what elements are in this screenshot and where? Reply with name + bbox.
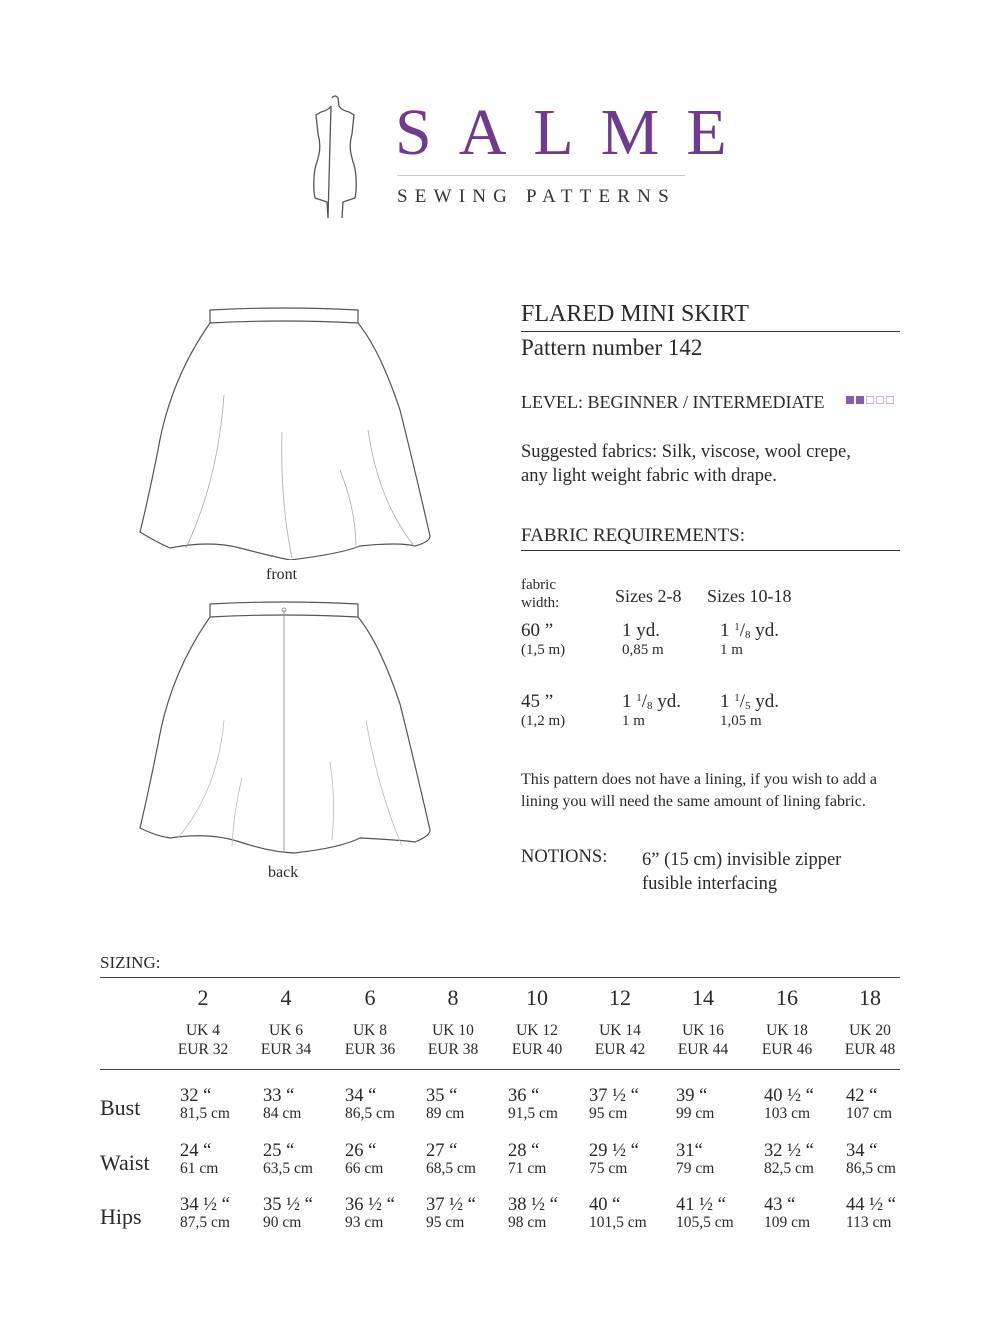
measurement-cm: 107 cm: [846, 1105, 893, 1122]
sizing-top-divider: [100, 977, 900, 978]
back-view-label: back: [268, 864, 299, 881]
measurement-inches: 40 “: [589, 1195, 621, 1215]
size-us-2: 6: [364, 985, 376, 1010]
lining-note: [521, 769, 921, 813]
title-divider: [521, 331, 900, 332]
fabric-requirements-heading: FABRIC REQUIREMENTS:: [521, 525, 745, 546]
measurement-inches: 37 ½ “: [426, 1195, 476, 1215]
measurement-cm: 71 cm: [508, 1160, 547, 1177]
level-square-filled: [846, 396, 854, 404]
size-us-3: 8: [447, 985, 459, 1010]
measurement-cm: 99 cm: [676, 1105, 715, 1122]
size-eur: EUR 48: [844, 1041, 896, 1058]
sizing-heading: SIZING:: [100, 953, 161, 972]
fraction-denominator: 5: [745, 700, 751, 712]
measurement-inches: 33 “: [263, 1086, 295, 1106]
measurement-inches: 38 ½ “: [508, 1195, 558, 1215]
measurement-cm: 95 cm: [589, 1105, 628, 1122]
column-sizes-10-18: Sizes 10-18: [707, 586, 792, 606]
fabric-width-label-line: width:: [521, 595, 560, 611]
yardage-unit: yd.: [755, 620, 780, 641]
notion-item: fusible interfacing: [642, 874, 778, 894]
notion-item: 6” (15 cm) invisible zipper: [642, 850, 842, 870]
brand-tagline: SEWING PATTERNS: [397, 186, 676, 207]
measurement-cm: 93 cm: [345, 1214, 384, 1231]
level-square-empty: [886, 396, 894, 404]
suggested-fabrics-line: any light weight fabric with drape.: [521, 466, 777, 486]
difficulty-level: LEVEL: BEGINNER / INTERMEDIATE: [521, 392, 825, 412]
measurement-cm: 101,5 cm: [589, 1214, 647, 1231]
level-square-filled: [856, 396, 864, 404]
measurement-cm: 63,5 cm: [263, 1160, 313, 1177]
fraction-numerator: 1: [636, 692, 642, 704]
size-us-0: 2: [197, 985, 209, 1010]
measurement-inches: 42 “: [846, 1086, 878, 1106]
measurement-cm: 81,5 cm: [180, 1105, 230, 1122]
size-uk: UK 8: [352, 1022, 387, 1039]
yardage-45-small: 1 $^1/_8$ yd.: [622, 691, 682, 712]
size-uk: UK 6: [268, 1022, 303, 1039]
suggested-fabrics: [521, 440, 901, 488]
size-us-6: 14: [692, 985, 714, 1010]
measurement-label: Waist: [100, 1150, 150, 1175]
skirt-front-illustration: [130, 300, 440, 560]
measurement-cm: 66 cm: [345, 1160, 384, 1177]
fabric-width-45: 45 ”: [521, 691, 554, 712]
fabric-width-60: 60 ”: [521, 620, 554, 641]
measurement-cm: 98 cm: [508, 1214, 547, 1231]
size-eur: EUR 44: [677, 1041, 729, 1058]
size-conversion: [163, 1021, 243, 1059]
measurement-inches: 34 “: [846, 1141, 878, 1161]
measurement-cm: 89 cm: [426, 1105, 465, 1122]
yardage-unit: yd.: [657, 691, 682, 712]
measurement-inches: 32 “: [180, 1086, 212, 1106]
measurement-label: Hips: [100, 1204, 142, 1229]
measurement-inches: 34 “: [345, 1086, 377, 1106]
measurement-cm: 75 cm: [589, 1160, 628, 1177]
sizing-header-divider: [100, 1069, 900, 1070]
yardage-60-large: 1 $^1/_8$ yd.: [720, 620, 780, 641]
size-eur: EUR 46: [761, 1041, 813, 1058]
size-conversion: [497, 1021, 577, 1059]
size-uk: UK 4: [185, 1022, 220, 1039]
measurement-cm: 87,5 cm: [180, 1214, 230, 1231]
size-eur: EUR 38: [427, 1041, 479, 1058]
size-us-7: 16: [776, 985, 798, 1010]
pattern-title: FLARED MINI SKIRT: [521, 301, 749, 327]
column-sizes-2-8: Sizes 2-8: [615, 586, 682, 606]
measurement-cm: 84 cm: [263, 1105, 302, 1122]
yardage-45-large: 1 $^1/_5$ yd.: [720, 691, 780, 712]
measurement-cm: 68,5 cm: [426, 1160, 476, 1177]
size-uk: UK 12: [516, 1022, 558, 1039]
measurement-inches: 43 “: [764, 1195, 796, 1215]
fabric-width-45-metric: (1,2 m): [521, 713, 566, 729]
yardage-whole: 1: [720, 620, 730, 641]
fabric-width-60-metric: (1,5 m): [521, 642, 566, 658]
measurement-cm: 91,5 cm: [508, 1105, 558, 1122]
yardage-unit: yd.: [636, 620, 660, 641]
measurement-inches: 34 ½ “: [180, 1195, 230, 1215]
measurement-cm: 86,5 cm: [345, 1105, 395, 1122]
size-us-1: 4: [280, 985, 292, 1010]
size-us-5: 12: [609, 985, 631, 1010]
size-uk: UK 20: [849, 1022, 891, 1039]
size-conversion: [413, 1021, 493, 1059]
measurement-cm: 82,5 cm: [764, 1160, 814, 1177]
fabric-width-label: [521, 576, 559, 612]
measurement-inches: 31“: [676, 1141, 703, 1161]
measurement-inches: 32 ½ “: [764, 1141, 814, 1161]
measurement-inches: 44 ½ “: [846, 1195, 896, 1215]
brand-logo: SALME: [395, 96, 754, 169]
yardage-unit: yd.: [755, 691, 780, 712]
size-conversion: [580, 1021, 660, 1059]
size-eur: EUR 42: [594, 1041, 646, 1058]
fabric-divider: [521, 550, 900, 551]
lining-note-line: lining you will need the same amount of lining fabric.: [521, 793, 866, 810]
measurement-inches: 25 “: [263, 1141, 295, 1161]
yardage-whole: 1: [720, 691, 730, 712]
measurement-cm: 90 cm: [263, 1214, 302, 1231]
measurement-inches: 28 “: [508, 1141, 540, 1161]
fraction-denominator: 8: [647, 700, 653, 712]
measurement-inches: 26 “: [345, 1141, 377, 1161]
size-us-4: 10: [526, 985, 548, 1010]
size-us-8: 18: [859, 985, 881, 1010]
measurement-cm: 105,5 cm: [676, 1214, 734, 1231]
size-eur: EUR 40: [511, 1041, 563, 1058]
fraction-numerator: 1: [734, 621, 740, 633]
dress-form-icon: [305, 92, 365, 222]
measurement-cm: 103 cm: [764, 1105, 811, 1122]
size-conversion: [663, 1021, 743, 1059]
lining-note-line: This pattern does not have a lining, if you wish to add a: [521, 771, 877, 788]
skirt-back-illustration: [130, 600, 440, 860]
measurement-inches: 36 “: [508, 1086, 540, 1106]
notions-list: [642, 848, 841, 896]
size-eur: EUR 32: [177, 1041, 229, 1058]
measurement-cm: 113 cm: [846, 1214, 892, 1231]
size-eur: EUR 36: [344, 1041, 396, 1058]
logo-divider: [397, 175, 685, 176]
yardage-60-small: [622, 621, 660, 640]
size-conversion: [246, 1021, 326, 1059]
pattern-number: Pattern number 142: [521, 335, 703, 360]
measurement-inches: 35 ½ “: [263, 1195, 313, 1215]
measurement-inches: 36 ½ “: [345, 1195, 395, 1215]
metric-45-large: 1,05 m: [720, 713, 762, 729]
measurement-inches: 27 “: [426, 1141, 458, 1161]
size-conversion: [330, 1021, 410, 1059]
size-conversion: [830, 1021, 910, 1059]
suggested-fabrics-line: Suggested fabrics: Silk, viscose, wool crepe,: [521, 442, 851, 462]
level-square-empty: [866, 396, 874, 404]
measurement-inches: 29 ½ “: [589, 1141, 639, 1161]
measurement-inches: 39 “: [676, 1086, 708, 1106]
measurement-inches: 37 ½ “: [589, 1086, 639, 1106]
level-square-empty: [876, 396, 884, 404]
size-eur: EUR 34: [260, 1041, 312, 1058]
fabric-width-label-line: fabric: [521, 577, 556, 593]
measurement-cm: 86,5 cm: [846, 1160, 896, 1177]
metric-60-small: 0,85 m: [622, 642, 664, 658]
size-uk: UK 18: [766, 1022, 808, 1039]
measurement-inches: 24 “: [180, 1141, 212, 1161]
measurement-cm: 95 cm: [426, 1214, 465, 1231]
measurement-inches: 41 ½ “: [676, 1195, 726, 1215]
metric-45-small: 1 m: [622, 713, 645, 729]
difficulty-indicator: [846, 396, 894, 404]
size-uk: UK 10: [432, 1022, 474, 1039]
fraction-numerator: 1: [734, 692, 740, 704]
yardage-whole: 1: [622, 691, 632, 712]
size-conversion: [747, 1021, 827, 1059]
measurement-cm: 79 cm: [676, 1160, 715, 1177]
front-view-label: front: [266, 566, 298, 583]
yardage-whole: 1: [622, 620, 632, 641]
measurement-cm: 61 cm: [180, 1160, 219, 1177]
size-uk: UK 14: [599, 1022, 641, 1039]
notions-label: NOTIONS:: [521, 847, 608, 867]
size-uk: UK 16: [682, 1022, 724, 1039]
measurement-label: Bust: [100, 1095, 141, 1120]
measurement-inches: 35 “: [426, 1086, 458, 1106]
measurement-inches: 40 ½ “: [764, 1086, 814, 1106]
fraction-denominator: 8: [745, 629, 751, 641]
metric-60-large: 1 m: [720, 642, 743, 658]
measurement-cm: 109 cm: [764, 1214, 811, 1231]
